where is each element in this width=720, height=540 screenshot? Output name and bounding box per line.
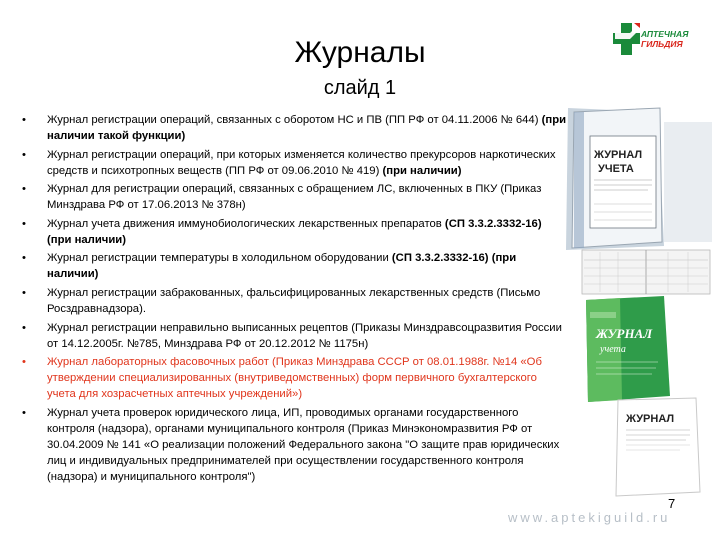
cover3-title: ЖУРНАЛ bbox=[626, 413, 675, 425]
logo-wordmark bbox=[641, 29, 703, 49]
page-number: 7 bbox=[668, 496, 676, 511]
bullet-icon: • bbox=[22, 217, 26, 230]
bullet-icon: • bbox=[22, 406, 26, 419]
bullet-icon: • bbox=[22, 356, 26, 369]
list-item-bold: (при наличии) bbox=[379, 164, 462, 177]
list-item-bold: (СП 3.3.2.3332-16) (при наличии) bbox=[47, 252, 517, 281]
journal-covers-image bbox=[560, 100, 720, 500]
journal-cover-3 bbox=[616, 398, 700, 496]
list-item bbox=[22, 181, 568, 213]
cover2-title: ЖУРНАЛ bbox=[596, 326, 653, 341]
website-url: www.aptekiguild.ru bbox=[508, 510, 671, 525]
list-item-text: Журнал для регистрации операций, связанных с обращением ЛС, включенных в ПКУ (Приказ Минздрава РФ от 17.06.2013 № 378н) bbox=[47, 183, 542, 212]
list-item-text: Журнал учета проверок юридического лица, ИП, проводимых органами государственного контроля (надзора), органами муниципального контроля (Приказ Минэкономразвития РФ от 30.04.2009 № 141 «О реализации положений Федерального закона "О защите прав юридических лиц и индивидуальных предпринимателей при осуществлении государственного контроля (надзора) и муниципального контроля") bbox=[47, 406, 560, 483]
list-item bbox=[22, 405, 568, 485]
logo-line1: АПТЕЧНАЯ bbox=[641, 29, 689, 39]
journal-cover-2 bbox=[586, 296, 670, 402]
list-item-text: Журнал регистрации операций, при которых изменяется количество прекурсоров наркотических средств и психотропных веществ (ПП РФ от 09.06.2010 № 419) bbox=[47, 148, 556, 177]
list-item-text: Журнал регистрации операций, связанных с оборотом НС и ПВ (ПП РФ от 04.11.2006 № 644) bbox=[47, 114, 539, 126]
cover1-subtitle: УЧЕТА bbox=[598, 163, 634, 175]
bullet-icon: • bbox=[22, 252, 26, 265]
open-ledger bbox=[582, 250, 710, 294]
list-item-bold: (при наличии такой функции) bbox=[47, 114, 567, 142]
list-item bbox=[22, 250, 568, 282]
list-item-bold: (СП 3.3.2.3332-16) (при наличии) bbox=[47, 217, 542, 246]
cross-icon bbox=[613, 23, 640, 55]
list-item-text: Журнал регистрации забракованных, фальсифицированных лекарственных средств (Письмо Росздравнадзора). bbox=[47, 286, 541, 315]
list-item-text: Журнал учета движения иммунобиологических лекарственных препаратов bbox=[47, 217, 442, 230]
list-item bbox=[22, 216, 568, 248]
cover2-subtitle: учета bbox=[600, 344, 626, 355]
list-item bbox=[22, 320, 568, 352]
slide-title: Журналы bbox=[294, 36, 426, 69]
bullet-icon: • bbox=[22, 286, 26, 299]
list-item bbox=[22, 147, 568, 179]
slide-subtitle: слайд 1 bbox=[323, 77, 397, 99]
list-item-text: Журнал регистрации неправильно выписанных рецептов (Приказы Минздравсоцразвития России от 14.12.2005г. №785, Минздрава РФ от 20.12.2012 № 1175н) bbox=[47, 321, 562, 350]
bullet-icon: • bbox=[22, 321, 26, 334]
bullet-icon: • bbox=[22, 148, 26, 161]
bullet-icon: • bbox=[22, 183, 26, 196]
cover1-title: ЖУРНАЛ bbox=[594, 149, 643, 161]
bullet-icon: • bbox=[22, 114, 26, 126]
journal-cover-1 bbox=[566, 108, 712, 250]
journals-list bbox=[22, 112, 568, 487]
logo-line2: ГИЛЬДИЯ bbox=[641, 39, 683, 49]
list-item-highlighted bbox=[22, 354, 568, 402]
list-item bbox=[22, 112, 568, 144]
list-item bbox=[22, 285, 568, 317]
list-item-text: Журнал регистрации температуры в холодильном оборудовании bbox=[47, 252, 389, 265]
list-item-text: Журнал лабораторных фасовочных работ (Приказ Минздрава СССР от 08.01.1988г. №14 «Об утверждении специализированных (внутриведомственных) форм первичного бухгалтерского учета для хозрасчетных аптечных учреждений») bbox=[47, 356, 542, 401]
